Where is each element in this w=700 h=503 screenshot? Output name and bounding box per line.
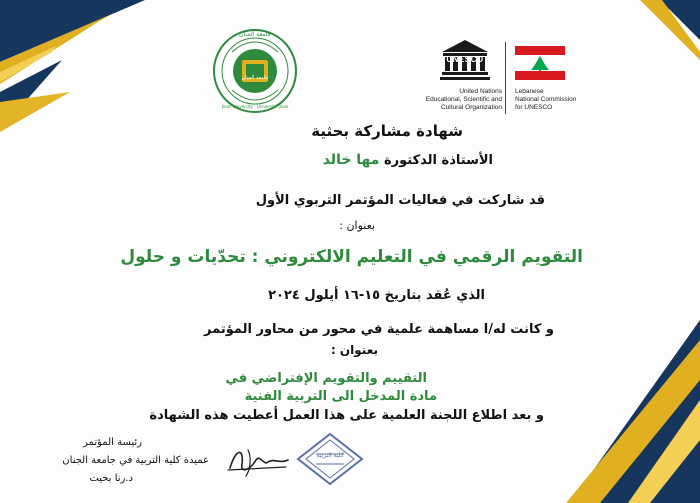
top-right-ribbon: [600, 0, 700, 60]
logo-inner-text: جامعة الجنان: [241, 75, 269, 81]
participation-line: قد شاركت في فعاليات المؤتمر التربوي الأول: [255, 193, 545, 208]
signatory-position: عميدة كلية التربية في جامعة الجنان: [62, 455, 209, 466]
bottom-right-ribbon: [530, 320, 700, 503]
lebanon-flag-icon: [515, 46, 565, 80]
under-title-2: بعنوان :: [330, 343, 378, 357]
certificate-title: شهادة مشاركة بحثية: [311, 122, 463, 140]
signatory-name: د.رنا بخيت: [89, 473, 133, 484]
paper-title-line-2: مادة المدخل الى التربية الفنية: [244, 389, 437, 404]
paper-title-line-1: التقييم والتقويم الإفتراضي في: [225, 371, 427, 386]
jinan-university-logo: [212, 28, 298, 114]
unesco-caption: [412, 88, 502, 112]
logo-divider: [505, 42, 506, 114]
unesco-caption-line-1: United Nations: [459, 88, 502, 95]
logo-arc-text-en: Jinan University - Université Jinan: [221, 104, 289, 109]
unesco-word: UNESCO: [446, 55, 484, 64]
commission-caption: [515, 88, 595, 112]
commission-caption-line-2: National Commission: [515, 96, 577, 103]
unesco-caption-line-3: Cultural Organization: [440, 104, 502, 111]
left-gold-ribbon: [0, 92, 80, 172]
recipient-line: [323, 152, 493, 168]
closing-line: و بعد اطلاع اللجنة العلمية على هذا العمل أعطيت هذه الشهادة: [149, 408, 544, 423]
handwritten-signature: [222, 440, 292, 480]
conference-title: التقويم الرقمي في التعليم الالكتروني : تحدّيات و حلول: [120, 247, 583, 267]
contribution-line: و كانت له/ا مساهمة علمية في محور من محاور المؤتمر: [204, 322, 554, 337]
commission-caption-line-1: Lebanese: [515, 88, 544, 95]
recipient-label: الأستاذة الدكتورة: [383, 153, 493, 168]
recipient-name: مها خالد: [322, 152, 380, 168]
logo-arc-text-ar: جامعة الجنان: [238, 31, 272, 38]
signatory-role: رئيسة المؤتمر: [83, 437, 142, 448]
commission-caption-line-3: for UNESCO: [515, 104, 553, 111]
faculty-seal-stamp: [296, 432, 364, 486]
date-line: الذي عُقد بتاريخ ١٥-١٦ أيلول ٢٠٢٤: [268, 288, 485, 303]
unesco-caption-line-2: Educational, Scientific and: [425, 96, 502, 103]
seal-text: كلية التربية: [316, 452, 344, 459]
under-title-1: بعنوان :: [339, 219, 375, 232]
